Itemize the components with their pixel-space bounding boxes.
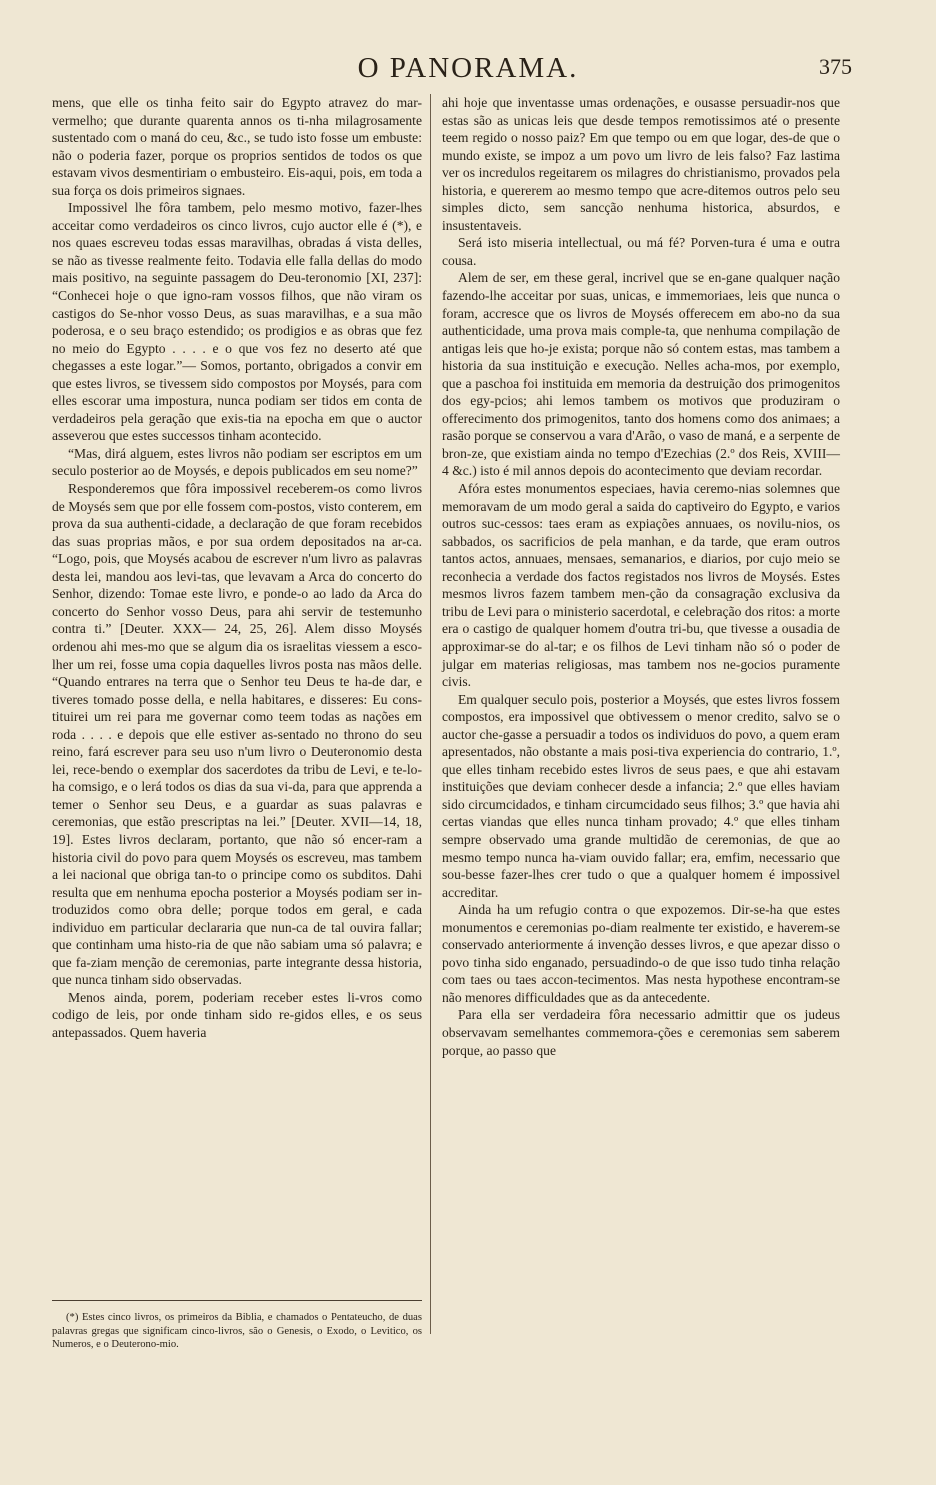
paragraph: Será isto miseria intellectual, ou má fé? Porven-tura é uma e outra cousa.	[442, 235, 840, 268]
page-header	[0, 48, 936, 88]
paragraph: Alem de ser, em these geral, incrivel que se en-gane qualquer nação fazendo-lhe acceitar por suas, unicas, e immemoriaes, leis que nunca o foram, accresce que os livros de Moysés offerecem em abo-no da sua authenticidade, uma prova mais comple-ta, que nenhuma compilação de antigas leis que ho-je exista; porque não só contem estas, mas tambem a historia da sua instituição e execução. Nelles acha-mos, por exemplo, que a paschoa foi instituida em memoria da destruição dos primogenitos dos egy-pcios; ahi lemos tambem os motivos que produziram o offerecimento dos primogenitos, tanto dos homens como dos animaes; a rasão porque se conservou a vara d'Arão, o vaso de maná, e a serpente de bron-ze, que existiam ainda no tempo d'Ezechias (2.º dos Reis, XVIII—4 &c.) isto é mil annos depois do acontecimento que deviam recordar.	[442, 270, 841, 479]
paragraph: Menos ainda, porem, poderiam receber estes li-vros como codigo de leis, por onde tinham sido re-gidos elles, e os seus antepassados. Quem haveria	[52, 989, 422, 1040]
left-column	[52, 94, 422, 1042]
paragraph: Afóra estes monumentos especiaes, havia ceremo-nias solemnes que memoravam de um modo geral a saida do captiveiro do Egypto, e varios outros suc-cessos: taes eram as expiações annuaes, os novilu-nios, os sabbados, os sacrificios de pela manhan, e da tarde, que eram outros tantos actos, annuaes, mensaes, semanarios, e diarios, por cujo meio se reconhecia a verdade dos factos registados nos livros de Moysés. Estes mesmos livros fazem tambem men-ção da consagração exclusiva da tribu de Levi para o ministerio sacerdotal, e celebração dos ritos: a morte era o castigo de qualquer homem d'outra tri-bu, que tivesse a ousadia de approximar-se do al-tar; e os filhos de Levi tinham não só o poder de julgar em materias religiosas, mas tambem nos ne-gocios puramente civis.	[442, 481, 840, 690]
right-column	[442, 94, 840, 1059]
footnote-text: (*) Estes cinco livros, os primeiros da Biblia, e chamados o Pentateucho, de duas palavras gregas que significam cinco-livros, são o Genesis, o Exodo, o Levitico, os Numeros, e o Deuterono-mio.	[52, 1312, 422, 1350]
paragraph: Impossivel lhe fôra tambem, pelo mesmo motivo, fazer-lhes acceitar como verdadeiros os cinco livros, cujo auctor elle é (*), e nos quaes escreveu todas essas maravilhas, obradas á vista delles, se não as tivesse realmente feito. Todavia elle falla dellas do modo mais positivo, na seguinte passagem do Deu-teronomio [XI, 237]: “Conhecei hoje o que igno-ram vossos filhos, que não viram os castigos do Se-nhor vosso Deus, as suas maravilhas, e a sua mão poderosa, e o seu braço estendido; os prodigios e as obras que fez no meio do Egypto . . . . e o que vos fez no deserto até que chegasses a este logar.”— Somos, portanto, obrigados a convir em que estes livros, se tivessem sido compostos por Moysés, para com elles escorar uma impostura, nunca podiam ser tidos em conta de verdadeiros pela geração que exis-tia na epocha em que o auctor asseverou que estes successos tinham acontecido.	[52, 200, 422, 444]
paragraph: mens, que elle os tinha feito sair do Egypto atravez do mar-vermelho; que durante quarenta annos os ti-nha milagrosamente sustentado com o maná do ceu, &c., se tudo isto fosse um embuste: não o poderia fazer, porque os proprios sentidos de todos os que estavam vivos desmentiriam o embusteiro. Eis-aqui, pois, em toda a sua força os dois primeiros signaes.	[52, 95, 422, 198]
paragraph: Em qualquer seculo pois, posterior a Moysés, que estes livros fossem compostos, era impossivel que obtivessem o menor credito, salvo se o auctor che-gasse a persuadir a todos os individuos do povo, a quem eram apresentados, não obstante a mais posi-tiva experiencia do contrario, 1.º, que elles tinham recebido estes livros de seus paes, e que ahi estavam instituições que deviam conhecer desde a infancia; 2.º que elles haviam sido circumcidados, e tinham circumcidado seus filhos; 3.º que havia ahi certas viandas que elles nunca tinham provado; 4.º que elles tinham sempre observado uma grande multidão de ceremonias, de que ao mesmo tempo nunca ha-viam ouvido fallar; era, emfim, necessario que sou-besse fazer-lhes crer tudo o que a qualquer homem é impossivel accreditar.	[442, 691, 840, 900]
page-number: 375	[819, 54, 852, 79]
paragraph: “Mas, dirá alguem, estes livros não podiam ser escriptos em um seculo posterior ao de Moysés, e depois publicados em seu nome?”	[52, 445, 422, 479]
running-title: O PANORAMA.	[357, 52, 579, 84]
footnote	[52, 1311, 422, 1352]
paragraph: ahi hoje que inventasse umas ordenações, e ousasse persuadir-nos que estas são as unicas leis que desde tempos remotissimos até o presente teem regido o nosso paiz? Em que tempo ou em que logar, des-de que o mundo existe, se impoz a um povo um livro de leis falso? Faz lastima ver os incredulos regeitarem os milagres do christianismo, provados pela historia, e quererem ao mesmo tempo que acre-ditemos outros pelo seu simples dicto, sem sancção nenhuma historica, absurdos, e insustentaveis.	[442, 95, 840, 233]
paragraph: Ainda ha um refugio contra o que expozemos. Dir-se-ha que estes monumentos e ceremonias po-diam realmente ter existido, e haverem-se conservado anteriormente á invenção desses livros, e que apezar disso o povo tinha sido enganado, persuadindo-o de que isso tudo tinha relação com taes ou taes accon-tecimentos. Mas nesta hypothese encontram-se não menores difficuldades que as da antecedente.	[442, 902, 840, 1005]
paragraph: Responderemos que fôra impossivel receberem-os como livros de Moysés sem que por elle fossem com-postos, visto conterem, em prova da sua authenti-cidade, a declaração de que foram recebidos das suas proprias mãos, e por sua ordem depositados na ar-ca. “Logo, pois, que Moysés acabou de escrever n'um livro as palavras desta lei, mandou aos levi-tas, que levavam a Arca do concerto do Senhor, dizendo: Tomae este livro, e ponde-o ao lado da Arca do concerto do Senhor vosso Deus, para ahi servir de testemunho contra ti.” [Deuter. XXX— 24, 25, 26]. Alem disso Moysés ordenou ahi mes-mo que se algum dia os israelitas viessem a esco-lher um rei, fosse uma copia daquelles livros posta nas mãos delle. “Quando entrares na terra que o Senhor teu Deus te ha-de dar, e tiveres tomado posse della, e nella habitares, e disseres: Eu cons-tituirei um rei para me governar como teem todas as nações em roda . . . . e depois que elle estiver as-sentado no throno do seu reino, fará escrever para seu uso n'um livro o Deuteronomio desta lei, rece-bendo o exemplar dos sacerdotes da tribu de Levi, e te-lo-ha comsigo, e o lerá todos os dias da sua vi-da, para que apprenda a temer o Senhor seu Deus, e a guardar as suas palavras e ceremonias, que estão prescriptas na lei.” [Deuter. XVII—14, 18, 19]. Estes livros declaram, portanto, que não só encer-ram a historia civil do povo para quem Moysés os escreveu, mas tambem a lei nacional que obriga tan-to o principe como os subditos. Dahi resulta que em nenhuma epocha posterior a Moysés podiam ser in-troduzidos como obra delle; porque todos em geral, e cada individuo em particular declararia que nun-ca de tal ouvira fallar; que continham uma histo-ria de que não sabiam uma só palavra; e que fa-ziam menção de ceremonias, parte integrante dessa historia, que nunca tinham sido observadas.	[52, 481, 422, 988]
paragraph: Para ella ser verdadeira fôra necessario admittir que os judeus observavam semelhantes commemora-ções e ceremonias sem saberem porque, ao passo que	[442, 1007, 840, 1058]
footnote-rule	[52, 1300, 422, 1301]
column-divider	[430, 94, 431, 1334]
